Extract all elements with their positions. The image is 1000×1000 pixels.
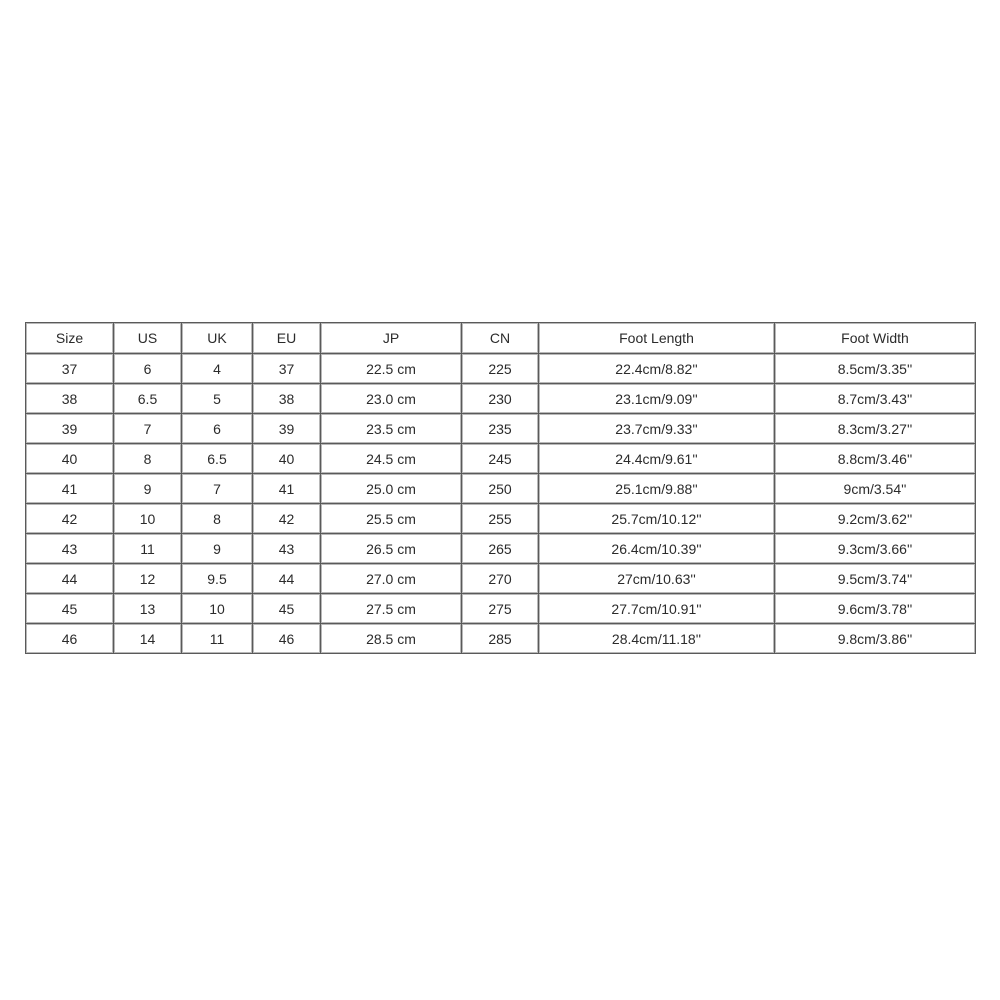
table-row [26,624,976,654]
cell-size: 37 [26,354,114,384]
cell-size: 41 [26,474,114,504]
cell-eu: 42 [253,504,321,534]
cell-foot-width: 8.7cm/3.43'' [775,384,976,414]
cell-jp: 25.5 cm [321,504,462,534]
cell-jp: 23.5 cm [321,414,462,444]
cell-foot-width: 9.8cm/3.86'' [775,624,976,654]
size-chart-body [26,354,976,654]
cell-size: 42 [26,504,114,534]
cell-size: 43 [26,534,114,564]
cell-jp: 24.5 cm [321,444,462,474]
cell-cn: 265 [462,534,539,564]
cell-size: 46 [26,624,114,654]
cell-size: 39 [26,414,114,444]
cell-foot-width: 8.5cm/3.35'' [775,354,976,384]
cell-uk: 6.5 [182,444,253,474]
column-header-cn: CN [462,323,539,354]
cell-foot-width: 8.3cm/3.27'' [775,414,976,444]
cell-eu: 46 [253,624,321,654]
cell-uk: 9 [182,534,253,564]
table-row [26,444,976,474]
table-row [26,414,976,444]
cell-uk: 11 [182,624,253,654]
cell-us: 8 [114,444,182,474]
cell-cn: 255 [462,504,539,534]
cell-eu: 43 [253,534,321,564]
cell-cn: 275 [462,594,539,624]
cell-us: 14 [114,624,182,654]
cell-eu: 40 [253,444,321,474]
cell-uk: 7 [182,474,253,504]
cell-uk: 8 [182,504,253,534]
cell-us: 6.5 [114,384,182,414]
header-row [26,323,976,354]
cell-us: 12 [114,564,182,594]
cell-eu: 44 [253,564,321,594]
column-header-uk: UK [182,323,253,354]
column-header-size: Size [26,323,114,354]
cell-foot-width: 9.2cm/3.62'' [775,504,976,534]
cell-jp: 27.0 cm [321,564,462,594]
cell-us: 7 [114,414,182,444]
cell-foot-width: 9.5cm/3.74'' [775,564,976,594]
cell-foot-length: 27cm/10.63'' [539,564,775,594]
cell-cn: 285 [462,624,539,654]
cell-foot-length: 23.7cm/9.33'' [539,414,775,444]
cell-jp: 23.0 cm [321,384,462,414]
cell-cn: 235 [462,414,539,444]
cell-us: 6 [114,354,182,384]
cell-jp: 27.5 cm [321,594,462,624]
column-header-foot-width: Foot Width [775,323,976,354]
cell-uk: 4 [182,354,253,384]
cell-us: 10 [114,504,182,534]
cell-foot-width: 8.8cm/3.46'' [775,444,976,474]
cell-eu: 41 [253,474,321,504]
cell-foot-length: 23.1cm/9.09'' [539,384,775,414]
cell-cn: 270 [462,564,539,594]
cell-uk: 9.5 [182,564,253,594]
cell-uk: 6 [182,414,253,444]
cell-uk: 5 [182,384,253,414]
cell-jp: 28.5 cm [321,624,462,654]
cell-eu: 37 [253,354,321,384]
cell-size: 45 [26,594,114,624]
cell-foot-length: 24.4cm/9.61'' [539,444,775,474]
table-row [26,384,976,414]
cell-us: 9 [114,474,182,504]
table-row [26,504,976,534]
cell-jp: 22.5 cm [321,354,462,384]
column-header-jp: JP [321,323,462,354]
cell-foot-width: 9.3cm/3.66'' [775,534,976,564]
cell-foot-length: 25.7cm/10.12'' [539,504,775,534]
column-header-us: US [114,323,182,354]
column-header-foot-length: Foot Length [539,323,775,354]
cell-eu: 38 [253,384,321,414]
table-row [26,474,976,504]
cell-foot-length: 28.4cm/11.18'' [539,624,775,654]
cell-jp: 26.5 cm [321,534,462,564]
table-row [26,594,976,624]
column-header-eu: EU [253,323,321,354]
cell-foot-width: 9cm/3.54'' [775,474,976,504]
cell-size: 40 [26,444,114,474]
cell-foot-length: 25.1cm/9.88'' [539,474,775,504]
cell-cn: 245 [462,444,539,474]
cell-size: 44 [26,564,114,594]
cell-size: 38 [26,384,114,414]
cell-foot-width: 9.6cm/3.78'' [775,594,976,624]
cell-cn: 225 [462,354,539,384]
cell-cn: 230 [462,384,539,414]
cell-foot-length: 27.7cm/10.91'' [539,594,775,624]
cell-foot-length: 26.4cm/10.39'' [539,534,775,564]
cell-us: 13 [114,594,182,624]
cell-foot-length: 22.4cm/8.82'' [539,354,775,384]
cell-eu: 39 [253,414,321,444]
cell-uk: 10 [182,594,253,624]
size-chart-table [25,322,976,654]
table-row [26,564,976,594]
cell-eu: 45 [253,594,321,624]
cell-us: 11 [114,534,182,564]
table-row [26,534,976,564]
cell-jp: 25.0 cm [321,474,462,504]
cell-cn: 250 [462,474,539,504]
table-row [26,354,976,384]
